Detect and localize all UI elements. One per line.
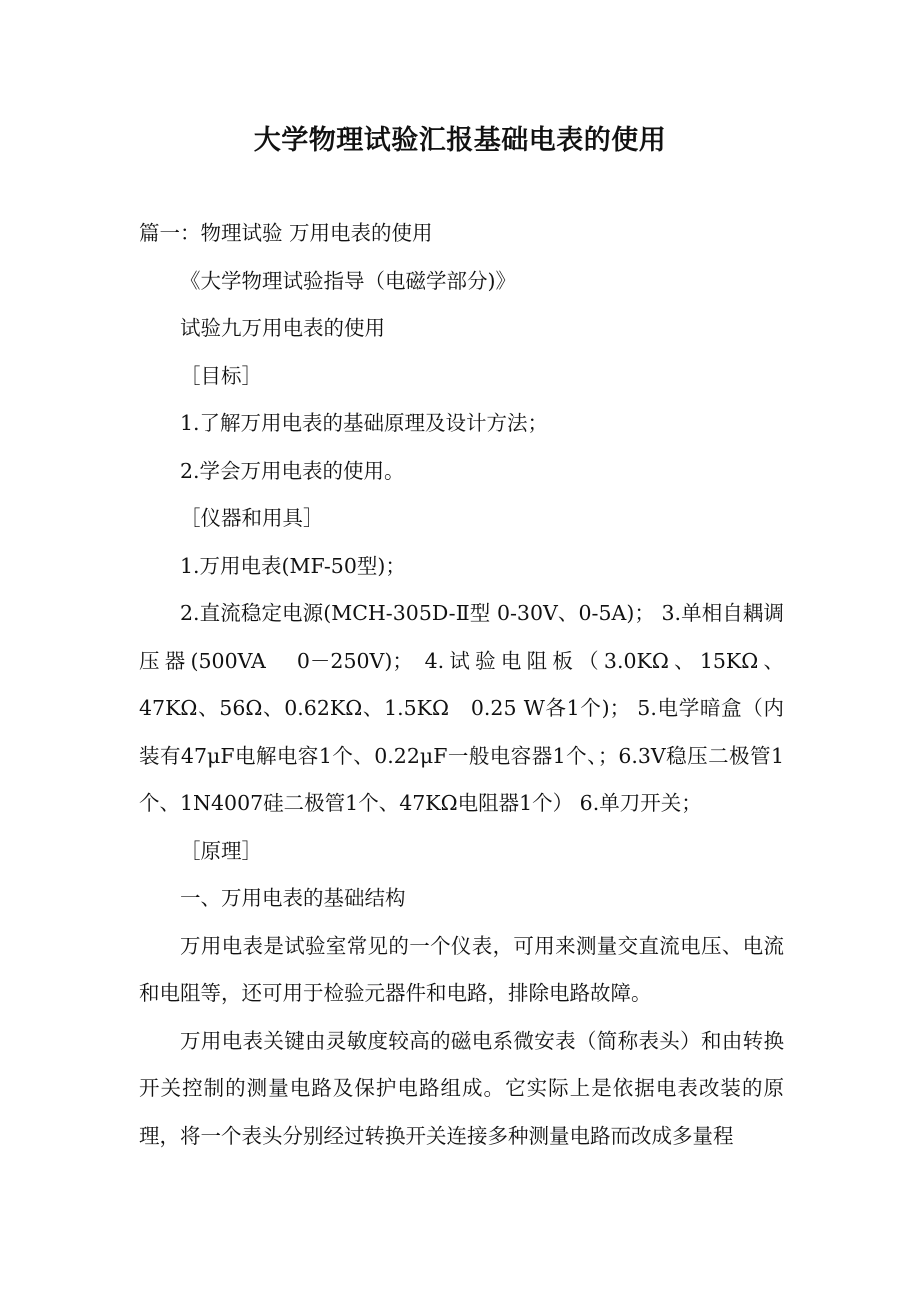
paragraph-section-objective: ［目标］ bbox=[180, 363, 262, 388]
paragraph-multimeter-composition: 万用电表关键由灵敏度较高的磁电系微安表（简称表头）和由转换开关控制的测量电路及保护电路组成。它实际上是依据电表改装的原理，将一个表头分别经过转换开关连接多种测量电路而改成多量程 bbox=[139, 1028, 784, 1148]
paragraph-heading-part1: 篇一：物理试验 万用电表的使用 bbox=[139, 221, 433, 245]
paragraph-objective-1: 1.了解万用电表的基础原理及设计方法； bbox=[180, 411, 549, 435]
paragraph-book-title: 《大学物理试验指导（电磁学部分)》 bbox=[180, 268, 516, 293]
paragraph-subheading-structure: 一、万用电表的基础结构 bbox=[180, 886, 406, 910]
document-title: 大学物理试验汇报基础电表的使用 bbox=[253, 125, 667, 156]
paragraph-objective-2: 2.学会万用电表的使用。 bbox=[180, 458, 405, 483]
paragraph-experiment-title: 试验九万用电表的使用 bbox=[180, 316, 385, 340]
paragraph-instrument-1: 1.万用电表(MF-50型)； bbox=[180, 553, 406, 578]
paragraph-multimeter-intro: 万用电表是试验室常见的一个仪表，可用来测量交直流电压、电流和电阻等，还可用于检验元器件和电路，排除电路故障。 bbox=[139, 933, 784, 1005]
document-body bbox=[139, 210, 784, 1160]
paragraph-section-instruments: ［仪器和用具］ bbox=[180, 506, 324, 530]
paragraph-section-principle: ［原理］ bbox=[180, 838, 262, 863]
paragraph-instrument-list: 2.直流稳定电源(MCH-305D-Ⅱ型 0-30V、0-5A)； 3.单相自耦调压器(500VA 0－250V)； 4.试验电阻板（3.0KΩ、15KΩ、47KΩ、56Ω、0.62KΩ、1.5KΩ 0.25 W各1个)； 5.电学暗盒（内装有47μF电解电容1个、0.22μF一般电容器1个、；6.3V稳压二极管1个、1N4007硅二极管1个、47KΩ电阻器1个） 6.单刀开关； bbox=[139, 601, 784, 815]
